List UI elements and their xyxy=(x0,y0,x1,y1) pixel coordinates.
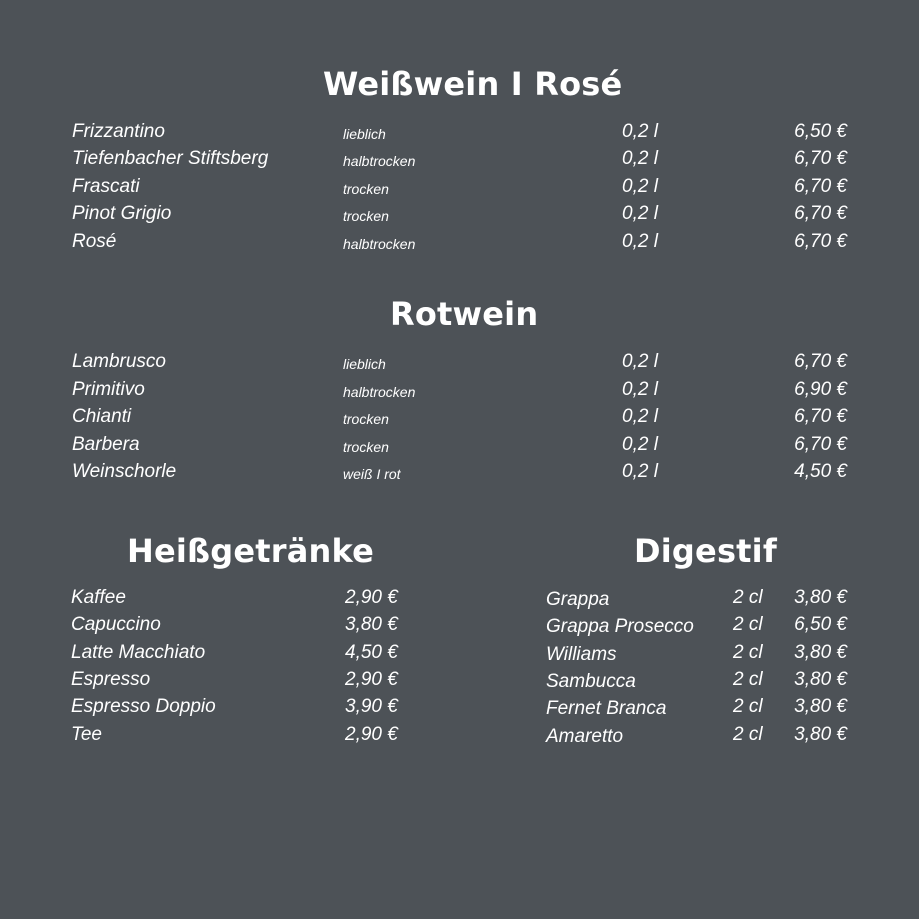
item-note: halbtrocken xyxy=(343,236,416,252)
item-price: 3,80 € xyxy=(794,587,847,608)
item-note: trocken xyxy=(343,181,389,197)
list-item xyxy=(0,174,919,201)
item-volume: 0,2 l xyxy=(622,379,658,400)
item-volume: 0,2 l xyxy=(622,203,658,224)
item-note: trocken xyxy=(343,439,389,455)
item-volume: 0,2 l xyxy=(622,461,658,482)
list-item xyxy=(0,119,919,146)
item-volume: 2 cl xyxy=(733,642,763,663)
list-item xyxy=(0,349,919,376)
item-volume: 0,2 l xyxy=(622,121,658,142)
item-price: 6,70 € xyxy=(794,203,847,224)
list-item xyxy=(0,612,919,639)
item-price: 6,90 € xyxy=(794,379,847,400)
list-item xyxy=(0,404,919,431)
list-item xyxy=(0,459,919,486)
section-title-weisswein: Weißwein I Rosé xyxy=(323,65,623,103)
item-name: Weinschorle xyxy=(72,461,177,482)
item-name: Latte Macchiato xyxy=(71,642,206,663)
item-name: Frascati xyxy=(72,176,140,197)
section-title-rotwein: Rotwein xyxy=(390,295,539,333)
item-volume: 0,2 l xyxy=(622,176,658,197)
item-price: 4,50 € xyxy=(345,642,398,663)
item-name: Fernet Branca xyxy=(546,698,667,719)
item-name: Chianti xyxy=(72,406,132,427)
list-item xyxy=(0,201,919,228)
item-name: Lambrusco xyxy=(72,351,166,372)
item-name: Frizzantino xyxy=(72,121,165,142)
item-price: 3,80 € xyxy=(794,724,847,745)
item-price: 4,50 € xyxy=(794,461,847,482)
item-volume: 2 cl xyxy=(733,669,763,690)
item-price: 6,70 € xyxy=(794,434,847,455)
item-note: lieblich xyxy=(343,126,386,142)
item-name: Espresso xyxy=(71,669,151,690)
item-volume: 0,2 l xyxy=(622,434,658,455)
item-price: 3,80 € xyxy=(794,669,847,690)
item-note: halbtrocken xyxy=(343,153,416,169)
section-title-heissgetraenke: Heißgetränke xyxy=(127,532,375,570)
item-name: Kaffee xyxy=(71,587,126,608)
item-volume: 0,2 l xyxy=(622,406,658,427)
section-title-digestif: Digestif xyxy=(634,532,777,570)
item-price: 6,70 € xyxy=(794,231,847,252)
list-item xyxy=(0,377,919,404)
item-volume: 0,2 l xyxy=(622,351,658,372)
item-price: 3,80 € xyxy=(345,614,398,635)
list-item xyxy=(0,694,919,721)
item-volume: 2 cl xyxy=(733,614,763,635)
item-name: Sambucca xyxy=(546,671,636,692)
list-item xyxy=(0,146,919,173)
item-volume: 2 cl xyxy=(733,587,763,608)
item-name: Amaretto xyxy=(546,726,624,747)
item-name: Williams xyxy=(546,644,617,665)
item-price: 2,90 € xyxy=(345,724,398,745)
item-price: 6,50 € xyxy=(794,121,847,142)
item-volume: 0,2 l xyxy=(622,231,658,252)
item-name: Barbera xyxy=(72,434,140,455)
item-note: halbtrocken xyxy=(343,384,416,400)
item-note: weiß I rot xyxy=(343,466,401,482)
item-name: Tee xyxy=(71,724,102,745)
item-name: Grappa xyxy=(546,589,610,610)
item-volume: 2 cl xyxy=(733,724,763,745)
item-note: lieblich xyxy=(343,356,386,372)
item-name: Primitivo xyxy=(72,379,145,400)
list-item xyxy=(0,229,919,256)
item-volume: 0,2 l xyxy=(622,148,658,169)
item-price: 3,90 € xyxy=(345,696,398,717)
list-item xyxy=(0,640,919,667)
item-name: Rosé xyxy=(72,231,117,252)
item-price: 6,70 € xyxy=(794,351,847,372)
item-name: Espresso Doppio xyxy=(71,696,216,717)
item-name: Grappa Prosecco xyxy=(546,616,694,637)
item-name: Pinot Grigio xyxy=(72,203,172,224)
list-item xyxy=(0,585,919,612)
item-price: 6,70 € xyxy=(794,176,847,197)
item-price: 6,70 € xyxy=(794,148,847,169)
list-item xyxy=(0,722,919,749)
item-price: 6,50 € xyxy=(794,614,847,635)
item-price: 3,80 € xyxy=(794,642,847,663)
item-note: trocken xyxy=(343,411,389,427)
item-name: Capuccino xyxy=(71,614,161,635)
list-item xyxy=(0,432,919,459)
item-name: Tiefenbacher Stiftsberg xyxy=(72,148,269,169)
list-item xyxy=(0,667,919,694)
item-price: 3,80 € xyxy=(794,696,847,717)
item-note: trocken xyxy=(343,208,389,224)
item-price: 2,90 € xyxy=(345,587,398,608)
item-price: 2,90 € xyxy=(345,669,398,690)
item-price: 6,70 € xyxy=(794,406,847,427)
item-volume: 2 cl xyxy=(733,696,763,717)
